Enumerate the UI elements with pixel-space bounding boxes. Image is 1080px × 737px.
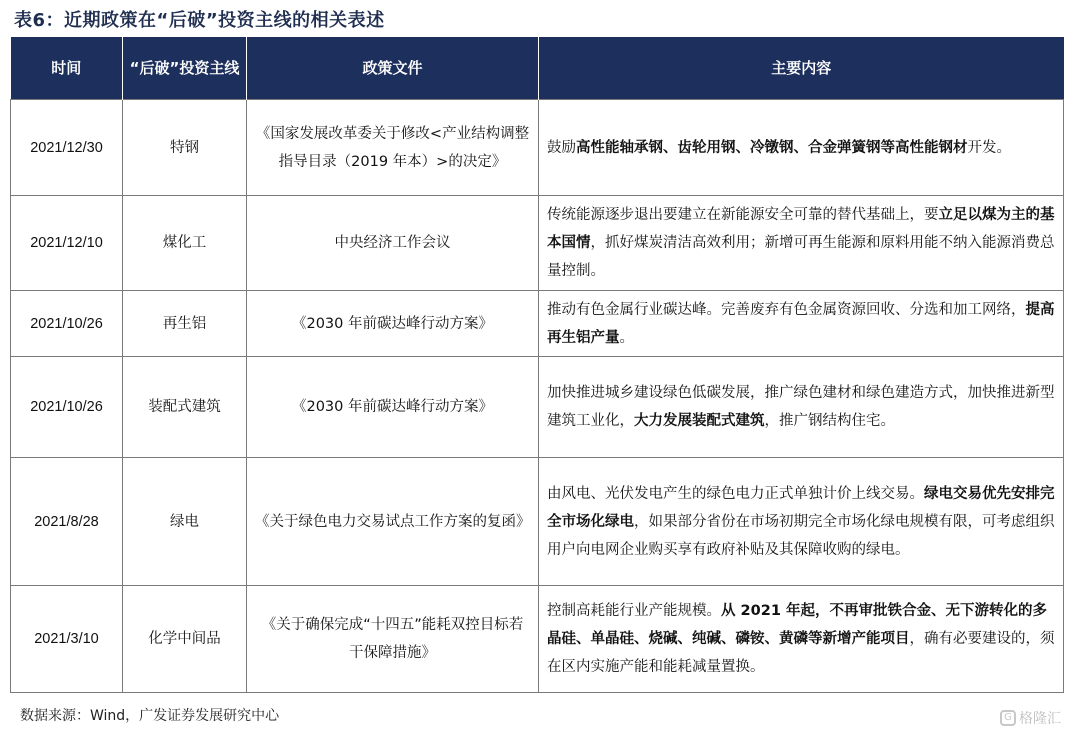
cell-theme: 再生铝 [123,291,247,357]
cell-theme: 化学中间品 [123,586,247,693]
content-text: 由风电、光伏发电产生的绿色电力正式单独计价上线交易。 [547,485,924,502]
table-row [11,458,1064,586]
content-text: ，如果部分省份在市场初期完全市场化绿电规模有限，可考虑组织用户向电网企业购买享有政府补贴及其保障收购的绿电。 [547,513,1055,558]
cell-theme: 煤化工 [123,196,247,291]
cell-doc: 《2030 年前碳达峰行动方案》 [247,357,539,458]
cell-doc: 《关于确保完成“十四五”能耗双控目标若干保障措施》 [247,586,539,693]
content-highlight: 提高再生铝产量 [547,301,1055,346]
cell-theme: 特钢 [123,100,247,196]
content-text: 开发。 [967,139,1011,156]
table-title: 表6：近期政策在“后破”投资主线的相关表述 [14,10,385,31]
cell-date: 2021/10/26 [11,291,123,357]
table-row [11,357,1064,458]
watermark [1000,708,1061,728]
cell-theme: 绿电 [123,458,247,586]
policy-table [10,37,1064,693]
table-header-row [11,37,1064,100]
table-row [11,291,1064,357]
content-text: 推动有色金属行业碳达峰。完善废弃有色金属资源回收、分选和加工网络， [547,301,1026,318]
cell-content [539,196,1064,291]
content-text: 鼓励 [547,139,576,156]
cell-content [539,458,1064,586]
header-theme: “后破”投资主线 [123,37,247,100]
header-date: 时间 [11,37,123,100]
watermark-logo-icon: G [1000,710,1016,726]
cell-content [539,357,1064,458]
cell-date: 2021/12/10 [11,196,123,291]
watermark-text: 格隆汇 [1019,711,1061,727]
content-highlight: 从 2021 年起，不再审批铁合金、无下游转化的多晶硅、单晶硅、烧碱、纯碱、磷铵、黄磷等新增产能项目 [547,603,1047,647]
cell-date: 2021/8/28 [11,458,123,586]
data-source-note: 数据来源：Wind，广发证券发展研究中心 [20,708,280,724]
cell-date: 2021/3/10 [11,586,123,693]
content-text: 。 [619,329,634,346]
cell-theme: 装配式建筑 [123,357,247,458]
content-text: 控制高耗能行业产能规模。 [547,603,721,619]
content-text: ，确有必要建设的，须在区内实施产能和能耗减量置换。 [547,631,1055,675]
cell-doc: 《2030 年前碳达峰行动方案》 [247,291,539,357]
content-text: 加快推进城乡建设绿色低碳发展，推广绿色建材和绿色建造方式，加快推进新型建筑工业化， [547,385,1055,429]
cell-content [539,291,1064,357]
cell-content [539,586,1064,693]
header-doc: 政策文件 [247,37,539,100]
cell-date: 2021/10/26 [11,357,123,458]
cell-doc: 中央经济工作会议 [247,196,539,291]
cell-content [539,100,1064,196]
cell-doc: 《关于绿色电力交易试点工作方案的复函》 [247,458,539,586]
content-highlight: 绿电交易优先安排完全市场化绿电 [547,485,1055,530]
content-text: 传统能源逐步退出要建立在新能源安全可靠的替代基础上，要 [547,207,939,223]
content-text: ，推广钢结构住宅。 [764,413,895,429]
content-highlight: 高性能轴承钢、齿轮用钢、冷镦钢、合金弹簧钢等高性能钢材 [576,139,968,156]
content-highlight: 大力发展装配式建筑 [634,413,765,429]
cell-date: 2021/12/30 [11,100,123,196]
content-text: ，抓好煤炭清洁高效利用；新增可再生能源和原料用能不纳入能源消费总量控制。 [547,235,1055,279]
table-row [11,196,1064,291]
table-row [11,100,1064,196]
cell-doc: 《国家发展改革委关于修改<产业结构调整指导目录（2019 年本）>的决定》 [247,100,539,196]
header-content: 主要内容 [539,37,1064,100]
table-row [11,586,1064,693]
content-highlight: 立足以煤为主的基本国情 [547,207,1055,251]
